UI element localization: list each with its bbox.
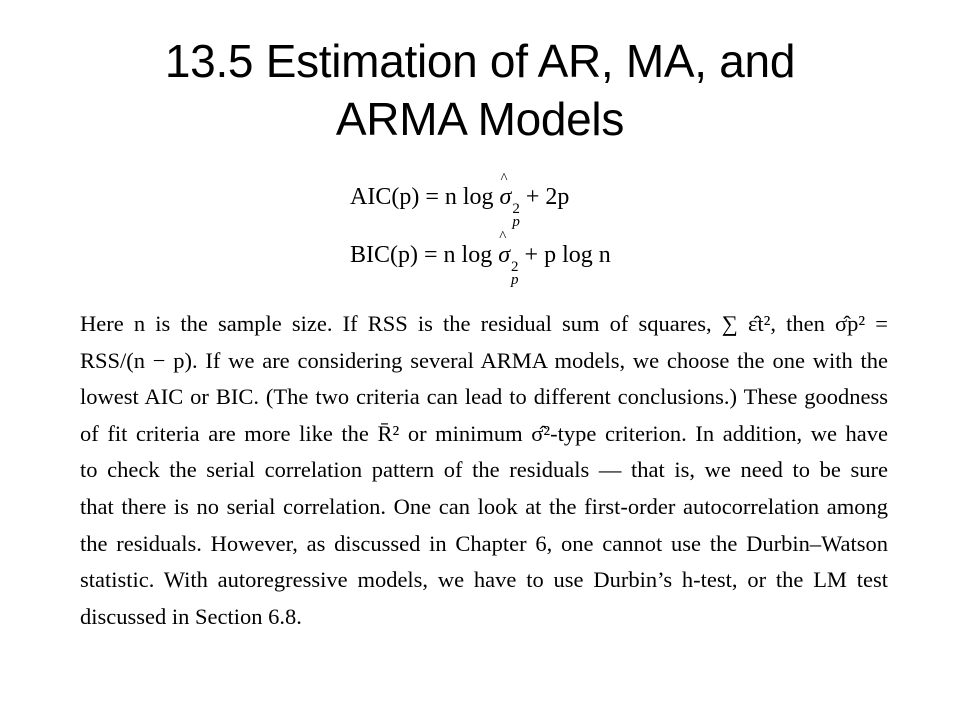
bic-sigma-hat: ^ σ [498, 242, 510, 269]
aic-equation [350, 184, 569, 229]
title-line-1: 13.5 Estimation of AR, MA, and [164, 35, 796, 87]
bic-rhs-post: + p log n [524, 242, 611, 268]
bic-equation [350, 242, 611, 287]
bic-sub: p [511, 272, 519, 288]
passage-line: statistic. With autoregressive models, we have to use Durbin’s h-test, or the LM test [80, 567, 888, 593]
bic-lhs: BIC(p) = [350, 242, 438, 268]
aic-rhs-pre: n log [444, 184, 494, 210]
title-line-2: ARMA Models [335, 93, 625, 145]
aic-rhs-post: + 2p [525, 184, 570, 210]
passage-line: discussed in Section 6.8. [80, 603, 302, 629]
slide-title [0, 32, 960, 148]
aic-sigma-scripts [512, 203, 520, 229]
bic-rhs-pre: n log [443, 242, 493, 268]
aic-lhs: AIC(p) = [350, 184, 439, 210]
passage-line: to check the serial correlation pattern of the residuals — that is, we need to be sure [80, 457, 888, 483]
bic-sigma-scripts [511, 261, 519, 287]
passage-line: the residuals. However, as discussed in Chapter 6, one cannot use the Durbin–Watson [80, 530, 888, 556]
passage-line: that there is no serial correlation. One can look at the first-order autocorrelation among [80, 493, 888, 519]
passage-line: RSS/(n − p). If we are considering several ARMA models, we choose the one with the [80, 347, 888, 373]
passage-line: of fit criteria are more like the R̄² or minimum σ̂²-type criterion. In addition, we have [80, 420, 888, 446]
bic-sup: 2 [511, 259, 519, 275]
aic-sub: p [512, 214, 520, 230]
text-passage [80, 306, 888, 635]
aic-sup: 2 [512, 201, 520, 217]
aic-sigma-hat: ^ σ [500, 184, 512, 211]
passage-line: lowest AIC or BIC. (The two criteria can lead to different conclusions.) These goodness [80, 384, 888, 410]
passage-line: Here n is the sample size. If RSS is the residual sum of squares, ∑ ε̂t², then σ̂p² = [80, 311, 888, 336]
